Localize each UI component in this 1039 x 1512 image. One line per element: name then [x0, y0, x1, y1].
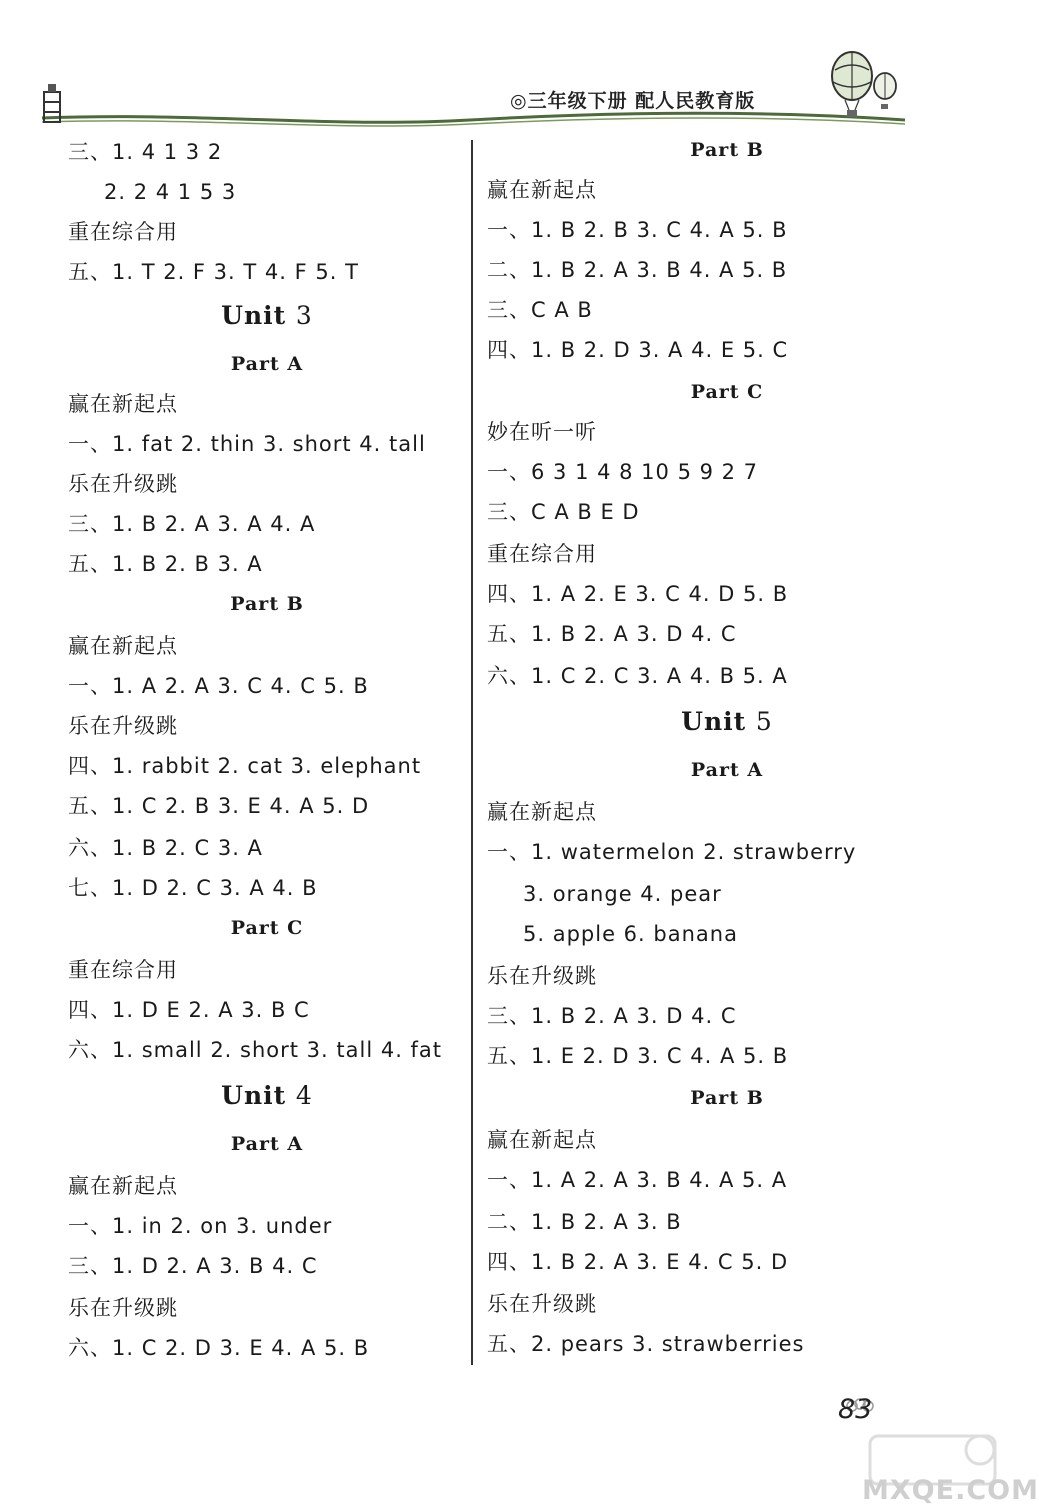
- answer-line: 五、1. C 2. B 3. E 4. A 5. D: [68, 794, 370, 818]
- part-heading: Part B: [690, 1087, 764, 1109]
- part-heading: Part C: [230, 917, 304, 939]
- answer-line: 六、1. small 2. short 3. tall 4. fat: [68, 1038, 443, 1062]
- answer-line: 五、1. B 2. A 3. D 4. C: [487, 622, 737, 646]
- answer-line: 三、1. 4 1 3 2: [68, 140, 223, 164]
- answer-line: 二、1. B 2. A 3. B 4. A 5. B: [487, 258, 788, 282]
- answer-line: 五、1. B 2. B 3. A: [68, 552, 263, 576]
- part-heading: Part B: [690, 139, 764, 161]
- answer-line: 三、1. D 2. A 3. B 4. C: [68, 1254, 318, 1278]
- unit-heading: [68, 1082, 466, 1110]
- section-heading: 妙在听一听: [487, 420, 597, 444]
- answer-line: 四、1. rabbit 2. cat 3. elephant: [68, 754, 422, 778]
- section-heading: 重在综合用: [68, 958, 178, 982]
- section-heading: 乐在升级跳: [68, 472, 178, 496]
- part-heading: Part A: [230, 353, 304, 375]
- answer-line: 一、1. A 2. A 3. C 4. C 5. B: [68, 674, 369, 698]
- section-heading: 赢在新起点: [68, 634, 178, 658]
- section-heading: 乐在升级跳: [487, 964, 597, 988]
- answer-line: 六、1. C 2. C 3. A 4. B 5. A: [487, 664, 788, 688]
- answer-line: 四、1. D E 2. A 3. B C: [68, 998, 310, 1022]
- unit-label: Unit: [221, 301, 287, 330]
- watermark-text: MXQE.COM: [862, 1475, 1039, 1506]
- answer-line: 七、1. D 2. C 3. A 4. B: [68, 876, 318, 900]
- answer-line: 五、1. E 2. D 3. C 4. A 5. B: [487, 1044, 789, 1068]
- unit-number: 5: [755, 707, 773, 736]
- answer-line: 一、1. A 2. A 3. B 4. A 5. A: [487, 1168, 788, 1192]
- part-heading: Part C: [690, 381, 764, 403]
- answer-line: 3. orange 4. pear: [523, 882, 722, 906]
- header-decoration: [0, 0, 1000, 135]
- page-number: 83: [838, 1394, 873, 1425]
- section-heading: 赢在新起点: [68, 392, 178, 416]
- section-heading: 重在综合用: [68, 220, 178, 244]
- unit-heading: [487, 708, 967, 736]
- header-title: ◎三年级下册 配人民教育版: [510, 90, 756, 112]
- answer-line: 六、1. C 2. D 3. E 4. A 5. B: [68, 1336, 370, 1360]
- answer-line: 一、1. fat 2. thin 3. short 4. tall: [68, 432, 426, 456]
- section-heading: 赢在新起点: [487, 1128, 597, 1152]
- answer-line: 三、1. B 2. A 3. D 4. C: [487, 1004, 737, 1028]
- answer-line: 2. 2 4 1 5 3: [104, 180, 237, 204]
- part-heading: Part B: [230, 593, 304, 615]
- unit-number: 4: [295, 1081, 313, 1110]
- answer-line: 5. apple 6. banana: [523, 922, 738, 946]
- section-heading: 重在综合用: [487, 542, 597, 566]
- column-divider: [471, 140, 473, 1365]
- unit-label: Unit: [681, 707, 747, 736]
- answer-line: 三、C A B: [487, 298, 593, 322]
- section-heading: 乐在升级跳: [487, 1292, 597, 1316]
- answer-line: 一、1. in 2. on 3. under: [68, 1214, 333, 1238]
- answer-line: 五、2. pears 3. strawberries: [487, 1332, 805, 1356]
- answer-line: 一、1. B 2. B 3. C 4. A 5. B: [487, 218, 788, 242]
- answer-line: 三、1. B 2. A 3. A 4. A: [68, 512, 316, 536]
- section-heading: 赢在新起点: [487, 800, 597, 824]
- page-header: [0, 0, 1000, 135]
- answer-line: 二、1. B 2. A 3. B: [487, 1210, 682, 1234]
- section-heading: 赢在新起点: [487, 178, 597, 202]
- answer-line: 三、C A B E D: [487, 500, 640, 524]
- section-heading: 乐在升级跳: [68, 1296, 178, 1320]
- part-heading: Part A: [230, 1133, 304, 1155]
- answer-line: 一、1. watermelon 2. strawberry: [487, 840, 857, 864]
- part-heading: Part A: [690, 759, 764, 781]
- answer-line: 四、1. B 2. D 3. A 4. E 5. C: [487, 338, 789, 362]
- answer-line: 五、1. T 2. F 3. T 4. F 5. T: [68, 260, 359, 284]
- unit-label: Unit: [221, 1081, 287, 1110]
- answer-line: 一、6 3 1 4 8 10 5 9 2 7: [487, 460, 759, 484]
- hot-air-balloon-icon: [832, 52, 896, 117]
- answer-line: 六、1. B 2. C 3. A: [68, 836, 263, 860]
- section-heading: 赢在新起点: [68, 1174, 178, 1198]
- section-heading: 乐在升级跳: [68, 714, 178, 738]
- unit-number: 3: [295, 301, 313, 330]
- answer-line: 四、1. A 2. E 3. C 4. D 5. B: [487, 582, 789, 606]
- unit-heading: [68, 302, 466, 330]
- answer-line: 四、1. B 2. A 3. E 4. C 5. D: [487, 1250, 789, 1274]
